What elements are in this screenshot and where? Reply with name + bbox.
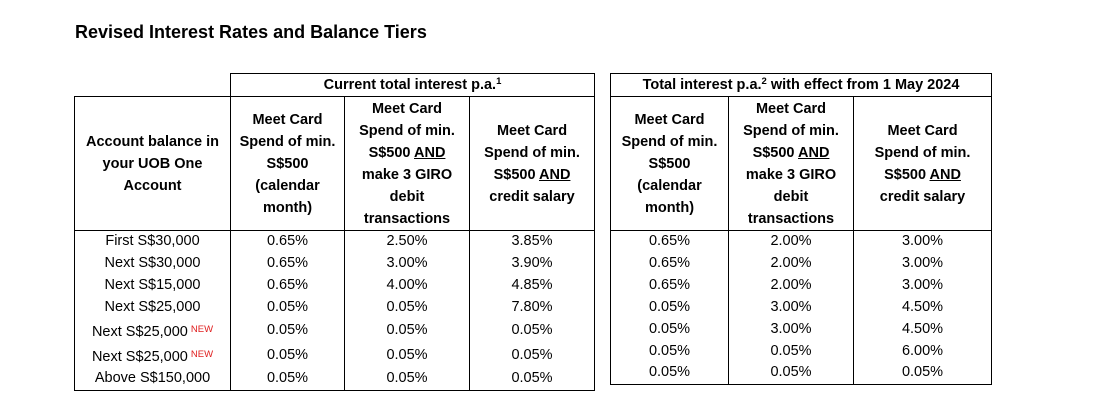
new-badge: NEW: [190, 323, 214, 335]
current-rate-cell: 0.65%: [231, 275, 345, 297]
future-col-giro-header: Meet Card Spend of min. S$500 AND make 3 GIRO debit transactions: [729, 97, 854, 231]
future-rate-cell: 0.65%: [611, 275, 729, 297]
table-row: [75, 297, 595, 319]
future-rate-cell: 4.50%: [854, 297, 992, 319]
current-rate-cell: 7.80%: [470, 297, 595, 319]
current-rate-cell: 0.05%: [231, 368, 345, 390]
current-rate-cell: 3.00%: [345, 253, 470, 275]
future-rate-cell: 0.65%: [611, 231, 729, 253]
current-rates-table: [74, 73, 595, 391]
current-rate-cell: 0.05%: [345, 368, 470, 390]
current-rate-cell: 0.05%: [231, 297, 345, 319]
current-rate-cell: 0.65%: [231, 231, 345, 253]
current-rate-cell: 3.90%: [470, 253, 595, 275]
current-rate-cell: 0.05%: [470, 319, 595, 344]
table-row: [611, 362, 992, 384]
tier-label: Next S$25,000: [75, 297, 231, 319]
current-rate-cell: 0.05%: [345, 344, 470, 369]
table-row: [611, 297, 992, 319]
current-rate-cell: 4.85%: [470, 275, 595, 297]
current-rate-cell: 3.85%: [470, 231, 595, 253]
table-row: [75, 368, 595, 390]
future-rate-cell: 0.05%: [611, 362, 729, 384]
tier-label: Next S$15,000: [75, 275, 231, 297]
tier-label: First S$30,000: [75, 231, 231, 253]
tier-label: Above S$150,000: [75, 368, 231, 390]
future-rates-table: [610, 73, 992, 385]
future-rate-cell: 2.00%: [729, 253, 854, 275]
table-row: [611, 275, 992, 297]
current-rate-cell: 2.50%: [345, 231, 470, 253]
table-row: [75, 253, 595, 275]
page-title: Revised Interest Rates and Balance Tiers: [75, 22, 427, 42]
future-rate-cell: 3.00%: [729, 319, 854, 341]
future-rate-cell: 0.05%: [611, 341, 729, 363]
current-rate-cell: 0.65%: [231, 253, 345, 275]
future-rate-cell: 0.05%: [611, 297, 729, 319]
future-rate-cell: 0.65%: [611, 253, 729, 275]
current-rate-cell: 4.00%: [345, 275, 470, 297]
future-group-header: Total interest p.a.$^2$ with effect from 1 May 2024: [611, 74, 992, 97]
table-row: [75, 344, 595, 369]
new-badge: NEW: [190, 348, 214, 360]
current-rate-cell: 0.05%: [470, 368, 595, 390]
current-rate-cell: 0.05%: [345, 319, 470, 344]
future-rate-cell: 0.05%: [729, 341, 854, 363]
table-row: [611, 253, 992, 275]
table-row: [75, 275, 595, 297]
table-row: [611, 341, 992, 363]
current-rate-cell: 0.05%: [470, 344, 595, 369]
future-rate-cell: 2.00%: [729, 275, 854, 297]
table-row: [611, 319, 992, 341]
future-rate-cell: 6.00%: [854, 341, 992, 363]
future-rate-cell: 0.05%: [729, 362, 854, 384]
current-col-card-spend-header: Meet Card Spend of min. S$500 (calendar month): [231, 97, 345, 231]
future-col-salary-header: Meet Card Spend of min. S$500 AND credit salary: [854, 97, 992, 231]
current-col-giro-header: Meet Card Spend of min. S$500 AND make 3 GIRO debit transactions: [345, 97, 470, 231]
future-rate-cell: 0.05%: [854, 362, 992, 384]
future-rate-cell: 2.00%: [729, 231, 854, 253]
tier-label: Next S$30,000: [75, 253, 231, 275]
current-col-salary-header: Meet Card Spend of min. S$500 AND credit salary: [470, 97, 595, 231]
table-row: [75, 231, 595, 253]
future-rate-cell: 3.00%: [729, 297, 854, 319]
current-rate-cell: 0.05%: [231, 344, 345, 369]
current-rate-cell: 0.05%: [345, 297, 470, 319]
table-row: [611, 231, 992, 253]
account-balance-header: Account balance in your UOB One Account: [75, 97, 231, 231]
future-col-card-spend-header: Meet Card Spend of min. S$500 (calendar month): [611, 97, 729, 231]
future-rate-cell: 0.05%: [611, 319, 729, 341]
tier-label: Next S$25,000 $^{NEW}$: [75, 344, 231, 369]
current-group-header: Current total interest p.a.$^1$: [231, 74, 595, 97]
future-rate-cell: 3.00%: [854, 253, 992, 275]
tier-label: Next S$25,000 $^{NEW}$: [75, 319, 231, 344]
current-rate-cell: 0.05%: [231, 319, 345, 344]
table-row: [75, 319, 595, 344]
future-rate-cell: 4.50%: [854, 319, 992, 341]
future-rate-cell: 3.00%: [854, 275, 992, 297]
future-rate-cell: 3.00%: [854, 231, 992, 253]
